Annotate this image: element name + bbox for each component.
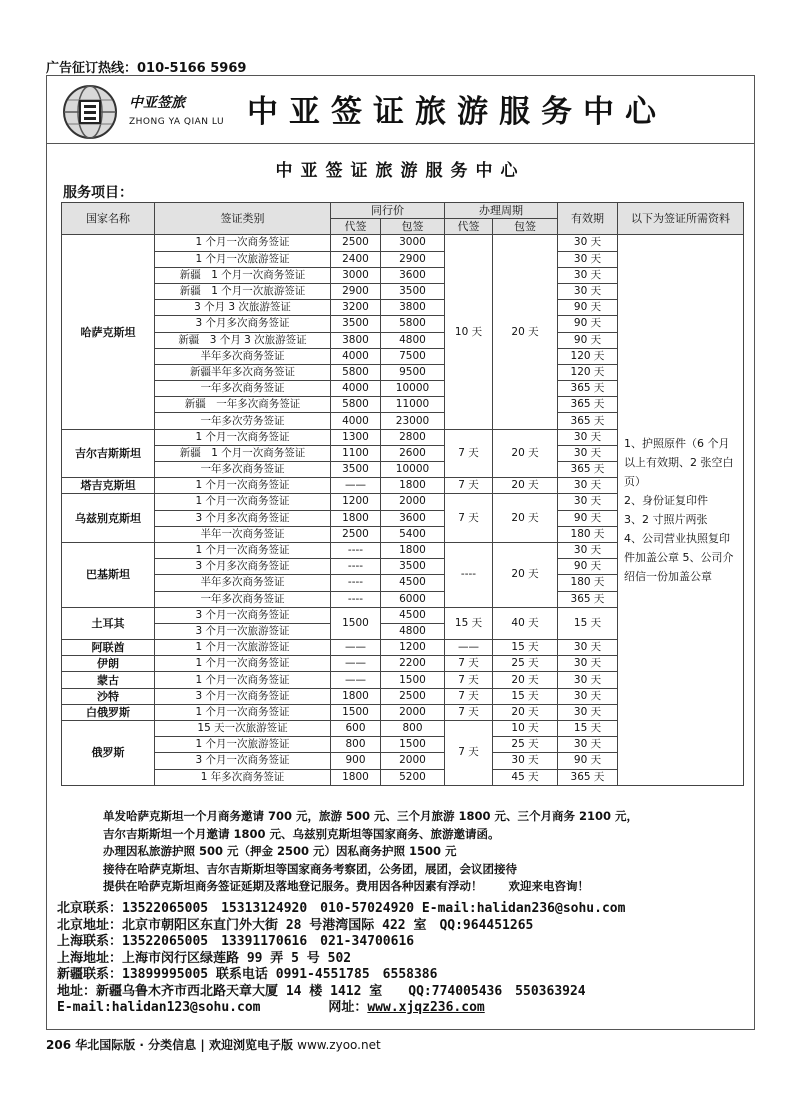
sign-price-cell: ——	[331, 640, 381, 656]
sign-price-cell: 4000	[331, 413, 381, 429]
package-price-cell: 4500	[381, 607, 445, 623]
sign-price-cell: 5800	[331, 364, 381, 380]
ad-hotline: 广告征订热线：010-5166 5969	[46, 61, 247, 76]
validity-cell: 15 天	[558, 721, 618, 737]
country-cell: 哈萨克斯坦	[62, 235, 155, 429]
package-price-cell: 4800	[381, 623, 445, 639]
page-footer	[46, 1036, 381, 1053]
country-cell: 塔吉克斯坦	[62, 478, 155, 494]
note-line: 办理因私旅游护照 500 元（押金 2500 元）因私商务护照 1500 元	[103, 844, 457, 858]
visa-type-cell: 1 个月一次商务签证	[155, 542, 331, 558]
package-price-cell: 5400	[381, 526, 445, 542]
package-price-cell: 2500	[381, 688, 445, 704]
visa-type-cell: 1 个月一次商务签证	[155, 672, 331, 688]
package-price-cell: 2800	[381, 429, 445, 445]
sign-price-cell: 1300	[331, 429, 381, 445]
visa-type-cell: 1 个月一次商务签证	[155, 429, 331, 445]
section-name: 华北国际版 · 分类信息	[75, 1038, 197, 1052]
country-cell: 乌兹别克斯坦	[62, 494, 155, 543]
browse-text: 欢迎浏览电子版	[208, 1038, 293, 1052]
visa-type-cell: 半年多次商务签证	[155, 575, 331, 591]
header-package: 包签	[381, 219, 445, 235]
period-package-cell: 15 天	[493, 688, 558, 704]
visa-type-cell: 半年一次商务签证	[155, 526, 331, 542]
beijing-address: 北京地址：北京市朝阳区东直门外大街 28 号港湾国际 422 室 QQ:964451265	[57, 917, 534, 933]
xinjiang-address: 地址：新疆乌鲁木齐市西北路天章大厦 14 楼 1412 室 QQ:774005436 550363924	[57, 983, 586, 999]
note-line	[103, 878, 638, 896]
period-package-cell: 45 天	[493, 769, 558, 785]
visa-type-cell: 3 个月一次商务签证	[155, 688, 331, 704]
visa-type-cell: 3 个月一次商务签证	[155, 607, 331, 623]
sign-price-cell: 3200	[331, 300, 381, 316]
sign-price-cell: 2500	[331, 235, 381, 251]
validity-cell: 120 天	[558, 348, 618, 364]
validity-cell: 30 天	[558, 429, 618, 445]
package-price-cell: 2200	[381, 656, 445, 672]
note-text: 提供在哈萨克斯坦商务签证延期及落地登记服务。费用因各种因素有浮动！	[103, 879, 483, 893]
sign-price-cell: 4000	[331, 348, 381, 364]
sign-price-cell: 1500	[331, 704, 381, 720]
period-sign-cell: 7 天	[445, 721, 493, 786]
period-package-cell: 20 天	[493, 704, 558, 720]
period-sign-cell: 7 天	[445, 672, 493, 688]
package-price-cell: 10000	[381, 381, 445, 397]
footer-site-link[interactable]: www.zyoo.net	[297, 1038, 381, 1052]
package-price-cell: 3500	[381, 283, 445, 299]
validity-cell: 90 天	[558, 559, 618, 575]
visa-type-cell: 3 个月 3 次旅游签证	[155, 300, 331, 316]
validity-cell: 90 天	[558, 332, 618, 348]
validity-cell: 365 天	[558, 413, 618, 429]
sign-price-cell: ----	[331, 559, 381, 575]
period-package-cell: 30 天	[493, 753, 558, 769]
visa-type-cell: 1 年多次商务签证	[155, 769, 331, 785]
sign-price-cell: 2500	[331, 526, 381, 542]
page-title: 中亚签证旅游服务中心	[275, 161, 526, 181]
banner-title: 中亚签证旅游服务中心	[247, 94, 667, 130]
visa-type-cell: 半年多次商务签证	[155, 348, 331, 364]
sign-price-cell: ----	[331, 591, 381, 607]
visa-table-body	[62, 235, 744, 785]
sign-price-cell: 900	[331, 753, 381, 769]
website-link[interactable]: www.xjqz236.com	[367, 1000, 485, 1015]
email-website	[57, 1000, 625, 1017]
service-notes	[103, 808, 638, 896]
sign-price-cell: 4000	[331, 381, 381, 397]
package-price-cell: 2000	[381, 753, 445, 769]
validity-cell: 90 天	[558, 300, 618, 316]
visa-type-cell: 新疆半年多次商务签证	[155, 364, 331, 380]
required-materials-cell: 1、护照原件（6 个月以上有效期、2 张空白页） 2、身份证复印件 3、2 寸照片两张 4、公司营业执照复印件加盖公章 5、公司介绍信一份加盖公章	[618, 235, 744, 785]
header-sign-only: 代签	[445, 219, 493, 235]
validity-cell: 30 天	[558, 235, 618, 251]
country-cell: 白俄罗斯	[62, 704, 155, 720]
period-sign-cell: 7 天	[445, 478, 493, 494]
shanghai-address: 上海地址：上海市闵行区绿莲路 99 弄 5 号 502	[57, 950, 352, 966]
package-price-cell: 3600	[381, 267, 445, 283]
header-visa-type: 签证类别	[155, 203, 331, 235]
package-price-cell: 1800	[381, 478, 445, 494]
validity-cell: 30 天	[558, 688, 618, 704]
globe-logo-icon	[61, 83, 119, 141]
header-sign-only: 代签	[331, 219, 381, 235]
sign-price-cell: 1500	[331, 607, 381, 639]
visa-type-cell: 1 个月一次旅游签证	[155, 640, 331, 656]
period-sign-cell: 7 天	[445, 688, 493, 704]
visa-type-cell: 15 天一次旅游签证	[155, 721, 331, 737]
sign-price-cell: 1100	[331, 445, 381, 461]
sign-price-cell: 5800	[331, 397, 381, 413]
period-package-cell: 40 天	[493, 607, 558, 639]
package-price-cell: 2900	[381, 251, 445, 267]
validity-cell: 30 天	[558, 494, 618, 510]
validity-cell: 90 天	[558, 510, 618, 526]
country-cell: 伊朗	[62, 656, 155, 672]
package-price-cell: 23000	[381, 413, 445, 429]
validity-cell: 15 天	[558, 607, 618, 639]
validity-cell: 30 天	[558, 640, 618, 656]
package-price-cell: 3500	[381, 559, 445, 575]
period-sign-cell: ——	[445, 640, 493, 656]
sign-price-cell: 2900	[331, 283, 381, 299]
header-validity: 有效期	[558, 203, 618, 235]
package-price-cell: 4500	[381, 575, 445, 591]
note-line: 吉尔吉斯斯坦一个月邀请 1800 元、乌兹别克斯坦等国家商务、旅游邀请函。	[103, 826, 500, 841]
note-line: 单发哈萨克斯坦一个月商务邀请 700 元，旅游 500 元、三个月旅游 1800 元、三个月商务 2100 元，	[103, 809, 639, 823]
country-cell: 俄罗斯	[62, 721, 155, 786]
package-price-cell: 2000	[381, 704, 445, 720]
validity-cell: 30 天	[558, 283, 618, 299]
period-sign-cell: 7 天	[445, 704, 493, 720]
shanghai-phone: 上海联系：13522065005 13391170616 021-34700616	[57, 934, 415, 949]
package-price-cell: 3600	[381, 510, 445, 526]
visa-type-cell: 新疆 一年多次商务签证	[155, 397, 331, 413]
banner	[47, 76, 754, 144]
package-price-cell: 1200	[381, 640, 445, 656]
sign-price-cell: 3500	[331, 316, 381, 332]
validity-cell: 365 天	[558, 381, 618, 397]
period-package-cell: 20 天	[493, 542, 558, 607]
visa-type-cell: 3 个月多次商务签证	[155, 559, 331, 575]
period-package-cell: 25 天	[493, 656, 558, 672]
validity-cell: 30 天	[558, 542, 618, 558]
validity-cell: 30 天	[558, 478, 618, 494]
package-price-cell: 7500	[381, 348, 445, 364]
visa-type-cell: 新疆 1 个月一次旅游签证	[155, 283, 331, 299]
advertisement	[46, 75, 755, 1030]
table-row	[62, 235, 744, 251]
page-number: 206	[46, 1038, 72, 1052]
visa-type-cell: 1 个月一次商务签证	[155, 494, 331, 510]
brand-name-cn: 中亚签旅	[129, 95, 185, 111]
package-price-cell: 3000	[381, 235, 445, 251]
visa-type-cell: 1 个月一次旅游签证	[155, 251, 331, 267]
validity-cell: 30 天	[558, 672, 618, 688]
sign-price-cell: 800	[331, 737, 381, 753]
beijing-phone: 北京联系：13522065005 15313124920 010-57024920 E-mail:halidan236@sohu.com	[57, 901, 626, 916]
country-cell: 吉尔吉斯斯坦	[62, 429, 155, 478]
visa-type-cell: 一年多次劳务签证	[155, 413, 331, 429]
period-sign-cell: 15 天	[445, 607, 493, 639]
period-package-cell: 15 天	[493, 640, 558, 656]
package-price-cell: 5200	[381, 769, 445, 785]
visa-type-cell: 新疆 1 个月一次商务签证	[155, 267, 331, 283]
visa-type-cell: 一年多次商务签证	[155, 381, 331, 397]
package-price-cell: 800	[381, 721, 445, 737]
visa-type-cell: 1 个月一次旅游签证	[155, 737, 331, 753]
visa-type-cell: 1 个月一次商务签证	[155, 656, 331, 672]
package-price-cell: 3800	[381, 300, 445, 316]
validity-cell: 365 天	[558, 591, 618, 607]
brand-name-en: ZHONG YA QIAN LU	[129, 117, 225, 127]
country-cell: 土耳其	[62, 607, 155, 639]
website-label: 网址：	[328, 1000, 368, 1015]
header-country: 国家名称	[62, 203, 155, 235]
period-package-cell: 10 天	[493, 721, 558, 737]
header-materials: 以下为签证所需资料	[618, 203, 744, 235]
period-package-cell: 20 天	[493, 429, 558, 478]
package-price-cell: 4800	[381, 332, 445, 348]
country-cell: 巴基斯坦	[62, 542, 155, 607]
package-price-cell: 10000	[381, 462, 445, 478]
divider: |	[200, 1038, 205, 1052]
sign-price-cell: 1200	[331, 494, 381, 510]
sign-price-cell: ——	[331, 672, 381, 688]
period-package-cell: 20 天	[493, 494, 558, 543]
package-price-cell: 5800	[381, 316, 445, 332]
service-heading: 服务项目：	[63, 185, 133, 201]
period-package-cell: 20 天	[493, 235, 558, 429]
sign-price-cell: ——	[331, 478, 381, 494]
header-package: 包签	[493, 219, 558, 235]
header-processing: 办理周期	[445, 203, 558, 219]
sign-price-cell: 1800	[331, 688, 381, 704]
validity-cell: 30 天	[558, 267, 618, 283]
sign-price-cell: ——	[331, 656, 381, 672]
contact-info	[57, 901, 625, 1017]
sign-price-cell: 3000	[331, 267, 381, 283]
visa-type-cell: 3 个月多次商务签证	[155, 316, 331, 332]
package-price-cell: 1800	[381, 542, 445, 558]
validity-cell: 180 天	[558, 526, 618, 542]
sign-price-cell: 2400	[331, 251, 381, 267]
validity-cell: 365 天	[558, 462, 618, 478]
visa-type-cell: 3 个月多次商务签证	[155, 510, 331, 526]
period-package-cell: 20 天	[493, 478, 558, 494]
visa-type-cell: 新疆 3 个月 3 次旅游签证	[155, 332, 331, 348]
validity-cell: 30 天	[558, 251, 618, 267]
period-sign-cell: 7 天	[445, 656, 493, 672]
package-price-cell: 1500	[381, 737, 445, 753]
validity-cell: 30 天	[558, 704, 618, 720]
visa-type-cell: 1 个月一次商务签证	[155, 235, 331, 251]
period-sign-cell: 7 天	[445, 429, 493, 478]
package-price-cell: 1500	[381, 672, 445, 688]
visa-type-cell: 3 个月一次商务签证	[155, 753, 331, 769]
period-package-cell: 20 天	[493, 672, 558, 688]
visa-type-cell: 一年多次商务签证	[155, 462, 331, 478]
note-line: 接待在哈萨克斯坦、吉尔吉斯斯坦等国家商务考察团，公务团，展团，会议团接待	[103, 861, 517, 876]
visa-price-table	[61, 202, 744, 786]
email: E-mail:halidan123@sohu.com	[57, 1000, 261, 1015]
sign-price-cell: 1800	[331, 510, 381, 526]
visa-type-cell: 1 个月一次商务签证	[155, 478, 331, 494]
sign-price-cell: 1800	[331, 769, 381, 785]
xinjiang-phone: 新疆联系：13899995005 联系电话 0991-4551785 6558386	[57, 967, 438, 982]
period-sign-cell: 10 天	[445, 235, 493, 429]
country-cell: 蒙古	[62, 672, 155, 688]
validity-cell: 120 天	[558, 364, 618, 380]
visa-type-cell: 一年多次商务签证	[155, 591, 331, 607]
validity-cell: 90 天	[558, 316, 618, 332]
visa-type-cell: 3 个月一次旅游签证	[155, 623, 331, 639]
validity-cell: 365 天	[558, 769, 618, 785]
package-price-cell: 2600	[381, 445, 445, 461]
package-price-cell: 2000	[381, 494, 445, 510]
country-cell: 沙特	[62, 688, 155, 704]
period-package-cell: 25 天	[493, 737, 558, 753]
package-price-cell: 6000	[381, 591, 445, 607]
validity-cell: 365 天	[558, 397, 618, 413]
sign-price-cell: 600	[331, 721, 381, 737]
package-price-cell: 11000	[381, 397, 445, 413]
visa-type-cell: 1 个月一次商务签证	[155, 704, 331, 720]
sign-price-cell: ----	[331, 542, 381, 558]
header-peer-price: 同行价	[331, 203, 445, 219]
welcome-text: 欢迎来电咨询！	[508, 879, 589, 893]
period-sign-cell: ----	[445, 542, 493, 607]
period-sign-cell: 7 天	[445, 494, 493, 543]
validity-cell: 90 天	[558, 753, 618, 769]
validity-cell: 30 天	[558, 737, 618, 753]
validity-cell: 30 天	[558, 445, 618, 461]
validity-cell: 30 天	[558, 656, 618, 672]
visa-type-cell: 新疆 1 个月一次商务签证	[155, 445, 331, 461]
sign-price-cell: 3500	[331, 462, 381, 478]
country-cell: 阿联酋	[62, 640, 155, 656]
sign-price-cell: 3800	[331, 332, 381, 348]
package-price-cell: 9500	[381, 364, 445, 380]
sign-price-cell: ----	[331, 575, 381, 591]
validity-cell: 180 天	[558, 575, 618, 591]
